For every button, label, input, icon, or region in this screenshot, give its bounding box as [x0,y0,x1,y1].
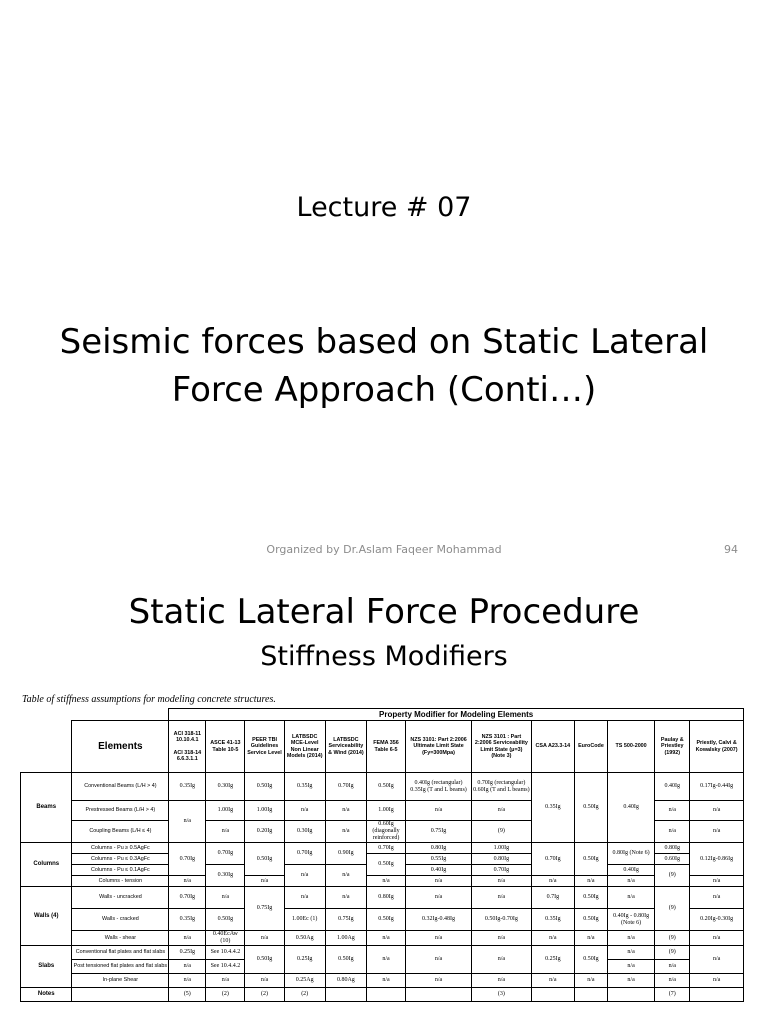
table-cell: 0.70Ig [284,843,325,865]
element-slab-conventional: Conventional flat plates and flat slabs [72,946,169,960]
table-cell: 0.40Ig (rectangular) 0.35Ig (T and L beams) [406,773,472,801]
header-paulay: Paulay & Priestley (1992) [655,721,690,773]
table-cell: n/a [325,865,366,887]
table-caption: Table of stiffness assumptions for modeling concrete structures. [22,694,276,705]
table-cell: 1.00Ig [366,801,405,821]
table-cell [325,988,366,1002]
table-cell: 0.50Ig [574,909,607,931]
table-cell: n/a [531,931,574,946]
table-cell [690,988,744,1002]
header-asce: ASCE 41-13 Table 10-5 [206,721,245,773]
table-cell: 0.20Ig [245,821,284,843]
table-cell: 0.50Ig [245,946,284,974]
table-cell [607,988,654,1002]
table-cell: 0.40Ig - 0.80Ig (Note 6) [607,909,654,931]
table-cell: n/a [366,974,405,988]
table-cell: (3) [472,988,532,1002]
table-cell: n/a [690,876,744,887]
table-cell: n/a [574,974,607,988]
table-cell: n/a [472,974,532,988]
table-cell: n/a [655,960,690,974]
table-cell: n/a [472,801,532,821]
table-cell: n/a [366,876,405,887]
table-cell: n/a [325,887,366,909]
header-fema: FEMA 356 Table 6-5 [366,721,405,773]
stiffness-table [20,708,744,1002]
table-cell: (9) [472,821,532,843]
table-cell: 0.70Ig [325,773,366,801]
table-row [21,876,744,887]
slide-main-title [20,318,748,414]
table-cell: 0.80Ig [366,887,405,909]
table-cell: n/a [690,887,744,909]
table-cell: (2) [245,988,284,1002]
table-cell: 0.80Ig [655,843,690,854]
header-nzs-ult: NZS 3101: Part 2:2006 Ultimate Limit State (Fy=300Mpa) [406,721,472,773]
group-slabs: Slabs [21,946,72,988]
table-cell [366,988,405,1002]
table-cell: 0.35Ig [169,909,206,931]
table-row [21,931,744,946]
table-cell: n/a [607,960,654,974]
table-cell: n/a [690,931,744,946]
table-cell: 1.00Ig [245,801,284,821]
table-cell: 0.50Ig [574,946,607,974]
element-walls-cracked: Walls - cracked [72,909,169,931]
element-columns-05: Columns - Pu ≥ 0.5AgFc [72,843,169,854]
table-cell: n/a [472,931,532,946]
table-cell: 0.50Ig [245,773,284,801]
table-cell: n/a [169,960,206,974]
table-cell: 0.35Ig [531,773,574,843]
table-cell: 1.00Ec (1) [284,909,325,931]
table-cell: n/a [366,931,405,946]
table-cell: 0.50Ag [284,931,325,946]
table-cell: 0.70Ig (rectangular) 0.60Ig (T and L beams) [472,773,532,801]
table-cell: 0.90Ig [325,843,366,865]
table-cell: 0.7Ig [531,887,574,909]
element-prestressed-beams: Prestressed Beams (L/H > 4) [72,801,169,821]
table-cell: n/a [406,887,472,909]
table-cell: n/a [655,801,690,821]
table-cell: 0.40Ig [607,773,654,843]
title-line-1: Seismic forces based on Static Lateral [59,322,709,362]
table-cell [72,988,169,1002]
table-cell: 0.32Ig-0.48Ig [406,909,472,931]
table-cell: 0.50Ig-0.70Ig [472,909,532,931]
table-cell: (2) [284,988,325,1002]
table-cell: 0.50Ig [574,843,607,876]
table-cell: See 10.4.4.2 [206,960,245,974]
element-columns-tension: Columns - tension [72,876,169,887]
header-ts: TS 500-2000 [607,721,654,773]
table-cell: See 10.4.4.2 [206,946,245,960]
table-cell: n/a [690,821,744,843]
table-cell: n/a [284,887,325,909]
table-cell: n/a [574,931,607,946]
table-cell: 0.40EcAw (10) [206,931,245,946]
table-cell: 0.35Ig [284,773,325,801]
table-cell: n/a [169,876,206,887]
table-cell: 0.17Ig-0.44Ig [690,773,744,801]
table-cell: 0.50Ig [206,909,245,931]
table-cell: (2) [206,988,245,1002]
table-cell: n/a [206,821,245,843]
group-columns: Columns [21,843,72,887]
table-cell: n/a [245,931,284,946]
header-peer: PEER TBI Guidelines Service Level [245,721,284,773]
table-cell: n/a [531,974,574,988]
table-cell: 0.30Ig [206,773,245,801]
table-cell: 0.25Ig [531,946,574,974]
table-cell: n/a [325,821,366,843]
table-cell: n/a [366,946,405,974]
table-cell: n/a [284,865,325,887]
table-cell: n/a [607,946,654,960]
table-cell: 0.50Ig [366,854,405,876]
table-cell: n/a [406,931,472,946]
header-priestly: Priestly, Calvi & Kowalsky (2007) [690,721,744,773]
table-cell: n/a [169,931,206,946]
table-cell: 0.30Ig [284,821,325,843]
header-csa: CSA A23.3-14 [531,721,574,773]
table-cell: 0.75Ig [325,909,366,931]
corner-cell-2 [72,709,169,721]
table-row [21,946,744,960]
table-cell: 0.55Ig [406,854,472,865]
table-cell: 1.00Ig [206,801,245,821]
group-walls: Walls (4) [21,887,72,946]
table-cell: n/a [607,931,654,946]
table-cell: 0.50Ig [574,887,607,909]
table-row [21,843,744,854]
table-cell: (9) [655,946,690,960]
table-cell: 0.25Ag [284,974,325,988]
table-cell: n/a [245,974,284,988]
table-cell: n/a [169,801,206,843]
table-row [21,887,744,909]
header-latbsdc-svc: LATBSDC Serviceability & Wind (2014) [325,721,366,773]
table-cell: 0.12Ig-0.86Ig [690,843,744,876]
table-row [21,988,744,1002]
table-cell: n/a [655,821,690,843]
table-cell: 0.75Ig [406,821,472,843]
table-cell: 0.50Ig [245,843,284,876]
element-walls-shear: Walls - shear [72,931,169,946]
page-number: 94 [724,543,738,556]
table-cell: n/a [690,946,744,974]
table-cell: (9) [655,931,690,946]
group-beams: Beams [21,773,72,843]
table-cell: n/a [406,946,472,974]
table-cell: 0.50Ig [366,909,405,931]
table-cell: 1.00Ag [325,931,366,946]
header-nzs-svc: NZS 3101 : Part 2:2006 Serviceability Limit State (μ=3) (Note 3) [472,721,532,773]
table-cell: n/a [206,974,245,988]
table-cell: 0.60Ig [655,854,690,865]
header-latbsdc-mce: LATBSDC MCE-Level Non Linear Models (2014) [284,721,325,773]
table-cell: n/a [607,974,654,988]
element-coupling-beams: Coupling Beams (L/H ≤ 4) [72,821,169,843]
table-cell: n/a [284,801,325,821]
table-cell: n/a [169,974,206,988]
table-cell: n/a [245,876,284,887]
table-cell: 0.70Ig [169,843,206,876]
table-cell: n/a [472,876,532,887]
table-cell: 0.35Ig [169,773,206,801]
table-cell: 0.25Ig [169,946,206,960]
corner-cell [21,709,72,773]
table-cell: 0.80Ig (Note 6) [607,843,654,865]
element-columns-03: Columns - Pu ≤ 0.3AgFc [72,854,169,865]
table-cell: n/a [655,974,690,988]
table-cell [406,988,472,1002]
table-cell: n/a [406,801,472,821]
table-cell: 1.00Ig [472,843,532,854]
table-cell: n/a [574,876,607,887]
table-cell: (7) [655,988,690,1002]
table-cell: 0.30Ig [206,865,245,887]
table-cell: 0.70Ig [206,843,245,865]
header-eurocode: EuroCode [574,721,607,773]
table-cell: 0.80Ig [406,843,472,854]
stiffness-table-wrapper [20,708,744,1002]
table-cell: 0.70Ig [169,887,206,909]
table-cell [574,988,607,1002]
table-cell: 0.25Ig [284,946,325,974]
table-cell: (5) [169,988,206,1002]
elements-header: Elements [72,721,169,773]
table-cell: (9) [655,865,690,887]
slide-subtitle: Stiffness Modifiers [260,641,508,672]
table-cell: 0.70Ig [472,865,532,876]
property-modifier-header: Property Modifier for Modeling Elements [169,709,744,721]
group-notes: Notes [21,988,72,1002]
lecture-number: Lecture # 07 [296,192,472,223]
table-cell: n/a [406,876,472,887]
table-cell: 0.50Ig [325,946,366,974]
table-cell: n/a [472,887,532,909]
element-slab-post-tensioned: Post tensioned flat plates and flat slabs [72,960,169,974]
element-slab-in-plane-shear: In-plane Shear [72,974,169,988]
table-cell: n/a [472,946,532,974]
slide-stiffness-modifiers [0,570,768,1024]
table-cell: n/a [690,801,744,821]
table-cell: 0.40Ig [607,865,654,876]
table-cell: 0.70Ig [366,843,405,854]
element-walls-uncracked: Walls - uncracked [72,887,169,909]
table-row [21,773,744,801]
table-cell: n/a [531,876,574,887]
footer-organizer: Organized by Dr.Aslam Faqeer Mohammad [266,543,502,556]
table-cell: 0.80Ag [325,974,366,988]
table-cell: 0.80Ig [472,854,532,865]
element-conventional-beams: Conventional Beams (L/H > 4) [72,773,169,801]
element-columns-01: Columns - Pu ≤ 0.1AgFc [72,865,169,876]
table-cell: n/a [406,974,472,988]
table-cell: 0.75Ig [245,887,284,931]
table-row [21,909,744,931]
header-aci: ACI 318-11 10.10.4.1 ACI 318-14 6.6.3.1.1 [169,721,206,773]
table-cell: 0.70Ig [531,843,574,876]
table-cell: n/a [607,887,654,909]
table-cell: 0.40Ig [406,865,472,876]
table-cell: 0.50Ig [574,773,607,843]
table-cell: 0.20Ig-0.30Ig [690,909,744,931]
table-cell [531,988,574,1002]
table-cell: n/a [690,974,744,988]
table-cell: 0.60Ig (diagonally reinforced) [366,821,405,843]
slide-title: Static Lateral Force Procedure [128,592,640,632]
table-cell: 0.35Ig [531,909,574,931]
table-cell: 0.50Ig [366,773,405,801]
table-cell: n/a [607,876,654,887]
table-cell: n/a [206,887,245,909]
table-cell: n/a [325,801,366,821]
table-cell: (9) [655,887,690,931]
table-cell: 0.40Ig [655,773,690,801]
table-row [21,974,744,988]
title-line-2: Force Approach (Conti…) [171,370,597,410]
